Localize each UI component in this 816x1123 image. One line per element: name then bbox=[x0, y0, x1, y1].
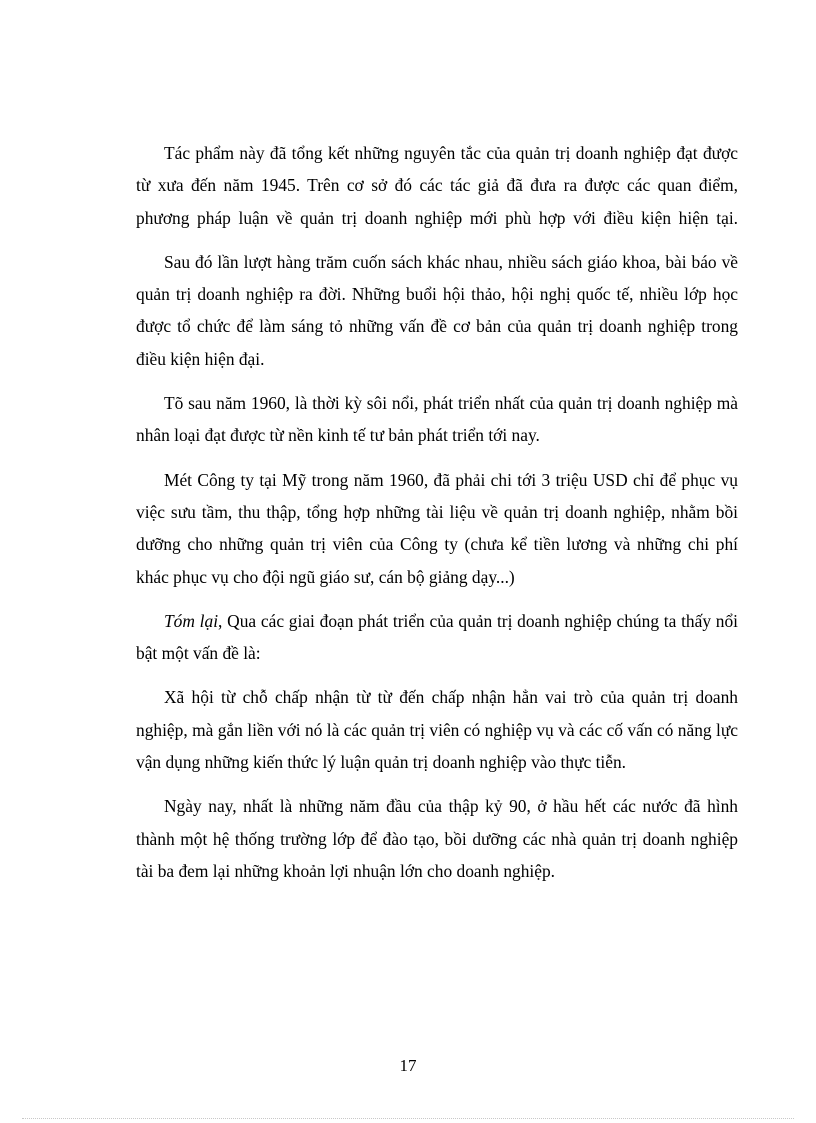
paragraph-3: Tõ sau năm 1960, là thời kỳ sôi nổi, phát triển nhất của quản trị doanh nghiệp mà nhân loại đạt được từ nền kinh tế tư bản phát triển tới nay. bbox=[136, 393, 738, 446]
page-bottom-divider bbox=[22, 1118, 794, 1119]
paragraph-6: Xã hội từ chỗ chấp nhận từ từ đến chấp nhận hẳn vai trò của quản trị doanh nghiệp, mà gắn liền với nó là các quản trị viên có nghiệp vụ và các cố vấn có năng lực vận dụng những kiến thức lý luận quản trị doanh nghiệp vào thực tiễn. bbox=[136, 687, 738, 773]
page-body bbox=[136, 137, 738, 899]
paragraph-1: Tác phẩm này đã tổng kết những nguyên tắc của quản trị doanh nghiệp đạt được từ xưa đến năm 1945. Trên cơ sở đó các tác giả đã đưa ra được các quan điểm, phương pháp luận về quản trị doanh nghiệp mới phù hợp với điều kiện hiện tại. bbox=[136, 143, 738, 228]
paragraph-4: Mét Công ty tại Mỹ trong năm 1960, đã phải chi tới 3 triệu USD chỉ để phục vụ việc sưu tầm, thu thập, tổng hợp những tài liệu về quản trị doanh nghiệp, nhằm bồi dưỡng cho những quản trị viên của Công ty (chưa kể tiền lương và những chi phí khác phục vụ cho đội ngũ giáo sư, cán bộ giảng dạy...) bbox=[136, 469, 738, 587]
paragraph-7: Ngày nay, nhất là những năm đầu của thập kỷ 90, ở hầu hết các nước đã hình thành một hệ thống trường lớp để đào tạo, bồi dưỡng các nhà quản trị doanh nghiệp tài ba đem lại những khoản lợi nhuận lớn cho doanh nghiệp. bbox=[136, 796, 738, 881]
page-number: 17 bbox=[399, 1056, 417, 1075]
emphasis-summary: Tóm lại bbox=[164, 610, 219, 631]
paragraph-5 bbox=[136, 605, 738, 670]
paragraph-5-text: , Qua các giai đoạn phát triển của quản trị doanh nghiệp chúng ta thấy nổi bật một vấn đề là: bbox=[136, 610, 738, 664]
paragraph-2: Sau đó lần lượt hàng trăm cuốn sách khác nhau, nhiều sách giáo khoa, bài báo về quản trị doanh nghiệp ra đời. Những buổi hội thảo, hội nghị quốc tế, nhiều lớp học được tổ chức để làm sáng tỏ những vấn đề cơ bản của quản trị doanh nghiệp trong điều kiện hiện đại. bbox=[136, 251, 738, 369]
